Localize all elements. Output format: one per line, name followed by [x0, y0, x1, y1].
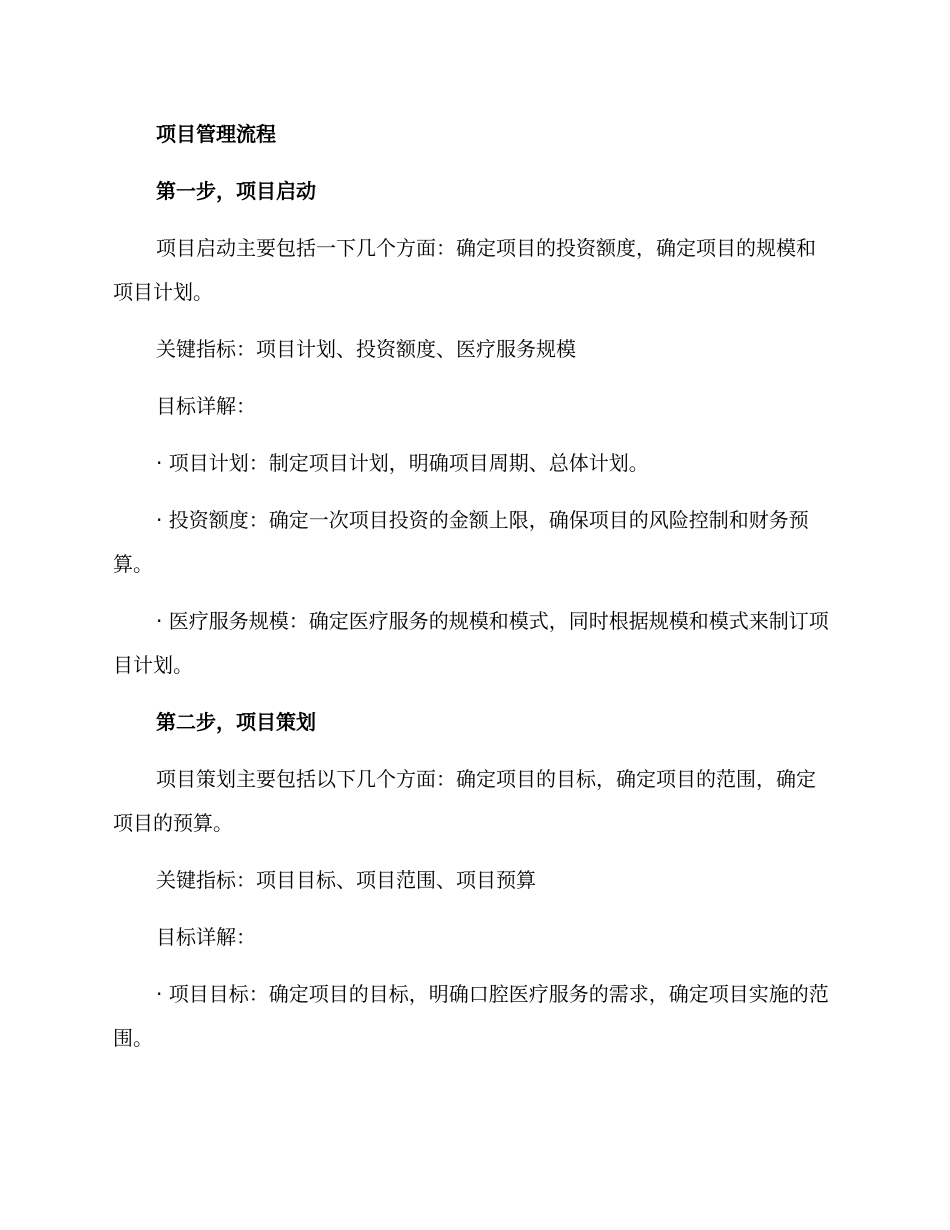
bullet-medical-service-scale: · 医疗服务规模：确定医疗服务的规模和模式，同时根据规模和模式来制订项目计划。 — [113, 609, 829, 677]
document-body — [113, 112, 835, 1073]
paragraph-step-1-key-indicators: 关键指标：项目计划、投资额度、医疗服务规模 — [156, 337, 576, 361]
paragraph-step-1-intro: 项目启动主要包括一下几个方面：确定项目的投资额度，确定项目的规模和项目计划。 — [113, 236, 816, 304]
bullet-investment-amount: · 投资额度：确定一次项目投资的金额上限，确保项目的风险控制和财务预算。 — [113, 508, 809, 576]
paragraph-step-2-key-indicators: 关键指标：项目目标、项目范围、项目预算 — [156, 868, 536, 892]
paragraph-step-1-goal-details-label: 目标详解： — [156, 394, 256, 418]
section-heading-step-2: 第二步，项目策划 — [156, 710, 316, 734]
section-heading-step-1: 第一步，项目启动 — [156, 179, 316, 203]
paragraph-step-2-intro: 项目策划主要包括以下几个方面：确定项目的目标，确定项目的范围，确定项目的预算。 — [113, 767, 816, 835]
paragraph-step-2-goal-details-label: 目标详解： — [156, 925, 256, 949]
bullet-project-goal: · 项目目标：确定项目的目标，明确口腔医疗服务的需求，确定项目实施的范围。 — [113, 982, 829, 1050]
bullet-project-plan: · 项目计划：制定项目计划，明确项目周期、总体计划。 — [156, 451, 649, 475]
document-title: 项目管理流程 — [156, 122, 276, 146]
